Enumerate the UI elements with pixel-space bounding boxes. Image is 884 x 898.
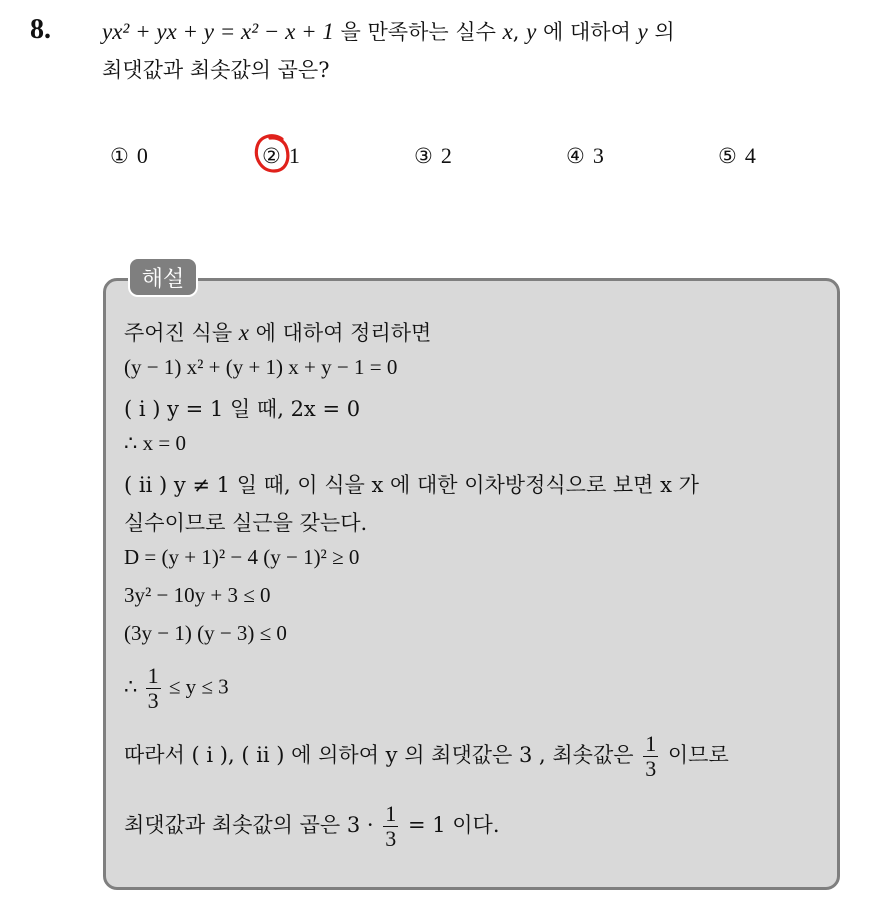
solution-line-10-pre: ∴ [124,674,143,699]
question-var-y: y [526,19,537,44]
choice-5-mark: ⑤ [718,144,737,168]
fraction-denominator: 3 [147,688,159,713]
question-var-y2: y [637,19,648,44]
solution-line-2: (y − 1) x² + (y + 1) x + y − 1 = 0 [124,355,398,379]
fraction-numerator: 1 [147,663,159,688]
choice-5[interactable] [718,143,756,169]
solution-line-10 [124,664,229,713]
question-comma: , [512,20,527,44]
solution-line-10-post: ≤ y ≤ 3 [163,674,229,699]
solution-line-5: ( ii ) y ≠ 1 일 때, 이 식을 x 에 대한 이차방정식으로 보면 x 가 [124,473,699,497]
fraction-one-third [383,802,398,851]
solution-line-12 [124,802,500,851]
question-text-b: 에 대하여 [536,20,638,44]
choice-3-value: 2 [440,143,452,168]
fraction-numerator: 1 [645,731,657,756]
answer-choices [0,143,884,177]
solution-line-11-a: 따라서 ( i ), ( ii ) 에 의하여 y 의 최댓값은 3 , 최솟값은 [124,743,641,767]
choice-2-mark: ② [262,144,281,168]
solution-line-12-a: 최댓값과 최솟값의 곱은 3 · [124,813,381,837]
fraction-denominator: 3 [645,756,657,781]
fraction-one-third [146,664,161,713]
solution-line-11 [124,732,729,781]
choice-2-value: 1 [288,143,300,168]
solution-line-1-b: 에 대하여 정리하면 [249,321,432,345]
solution-line-9: (3y − 1) (y − 3) ≤ 0 [124,621,287,645]
choice-3-mark: ③ [414,144,433,168]
solution-line-7: D = (y + 1)² − 4 (y − 1)² ≥ 0 [124,545,360,569]
question-number: 8. [30,14,51,45]
fraction-denominator: 3 [385,826,397,851]
solution-line-12-b: = 1 이다. [401,813,500,837]
question-var-x: x [502,19,513,44]
solution-line-6: 실수이므로 실근을 갖는다. [124,511,368,535]
question-equation: yx² + yx + y = x² − x + 1 [102,19,334,44]
choice-4-value: 3 [592,143,604,168]
solution-tag: 해설 [128,257,198,297]
choice-4[interactable] [566,143,604,169]
solution-line-4: ∴ x = 0 [124,431,186,455]
choice-1[interactable] [110,143,148,169]
question-line-2: 최댓값과 최솟값의 곱은? [102,58,330,82]
question-text-a: 을 만족하는 실수 [333,20,503,44]
fraction-one-third [643,732,658,781]
choice-5-value: 4 [744,143,756,168]
selected-answer-circle-icon [252,131,292,177]
solution-line-8: 3y² − 10y + 3 ≤ 0 [124,583,271,607]
choice-4-mark: ④ [566,144,585,168]
solution-line-11-b: 이므로 [661,743,729,767]
choice-3[interactable] [414,143,452,169]
question-text-c: 의 [647,20,675,44]
fraction-numerator: 1 [385,801,397,826]
choice-1-mark: ① [110,144,129,168]
solution-line-3: ( i ) y = 1 일 때, 2x = 0 [124,397,361,421]
solution-line-1-x: x [238,320,249,345]
solution-line-1 [124,317,431,347]
question-line-1 [102,16,675,46]
choice-1-value: 0 [136,143,148,168]
solution-line-1-a: 주어진 식을 [124,321,239,345]
